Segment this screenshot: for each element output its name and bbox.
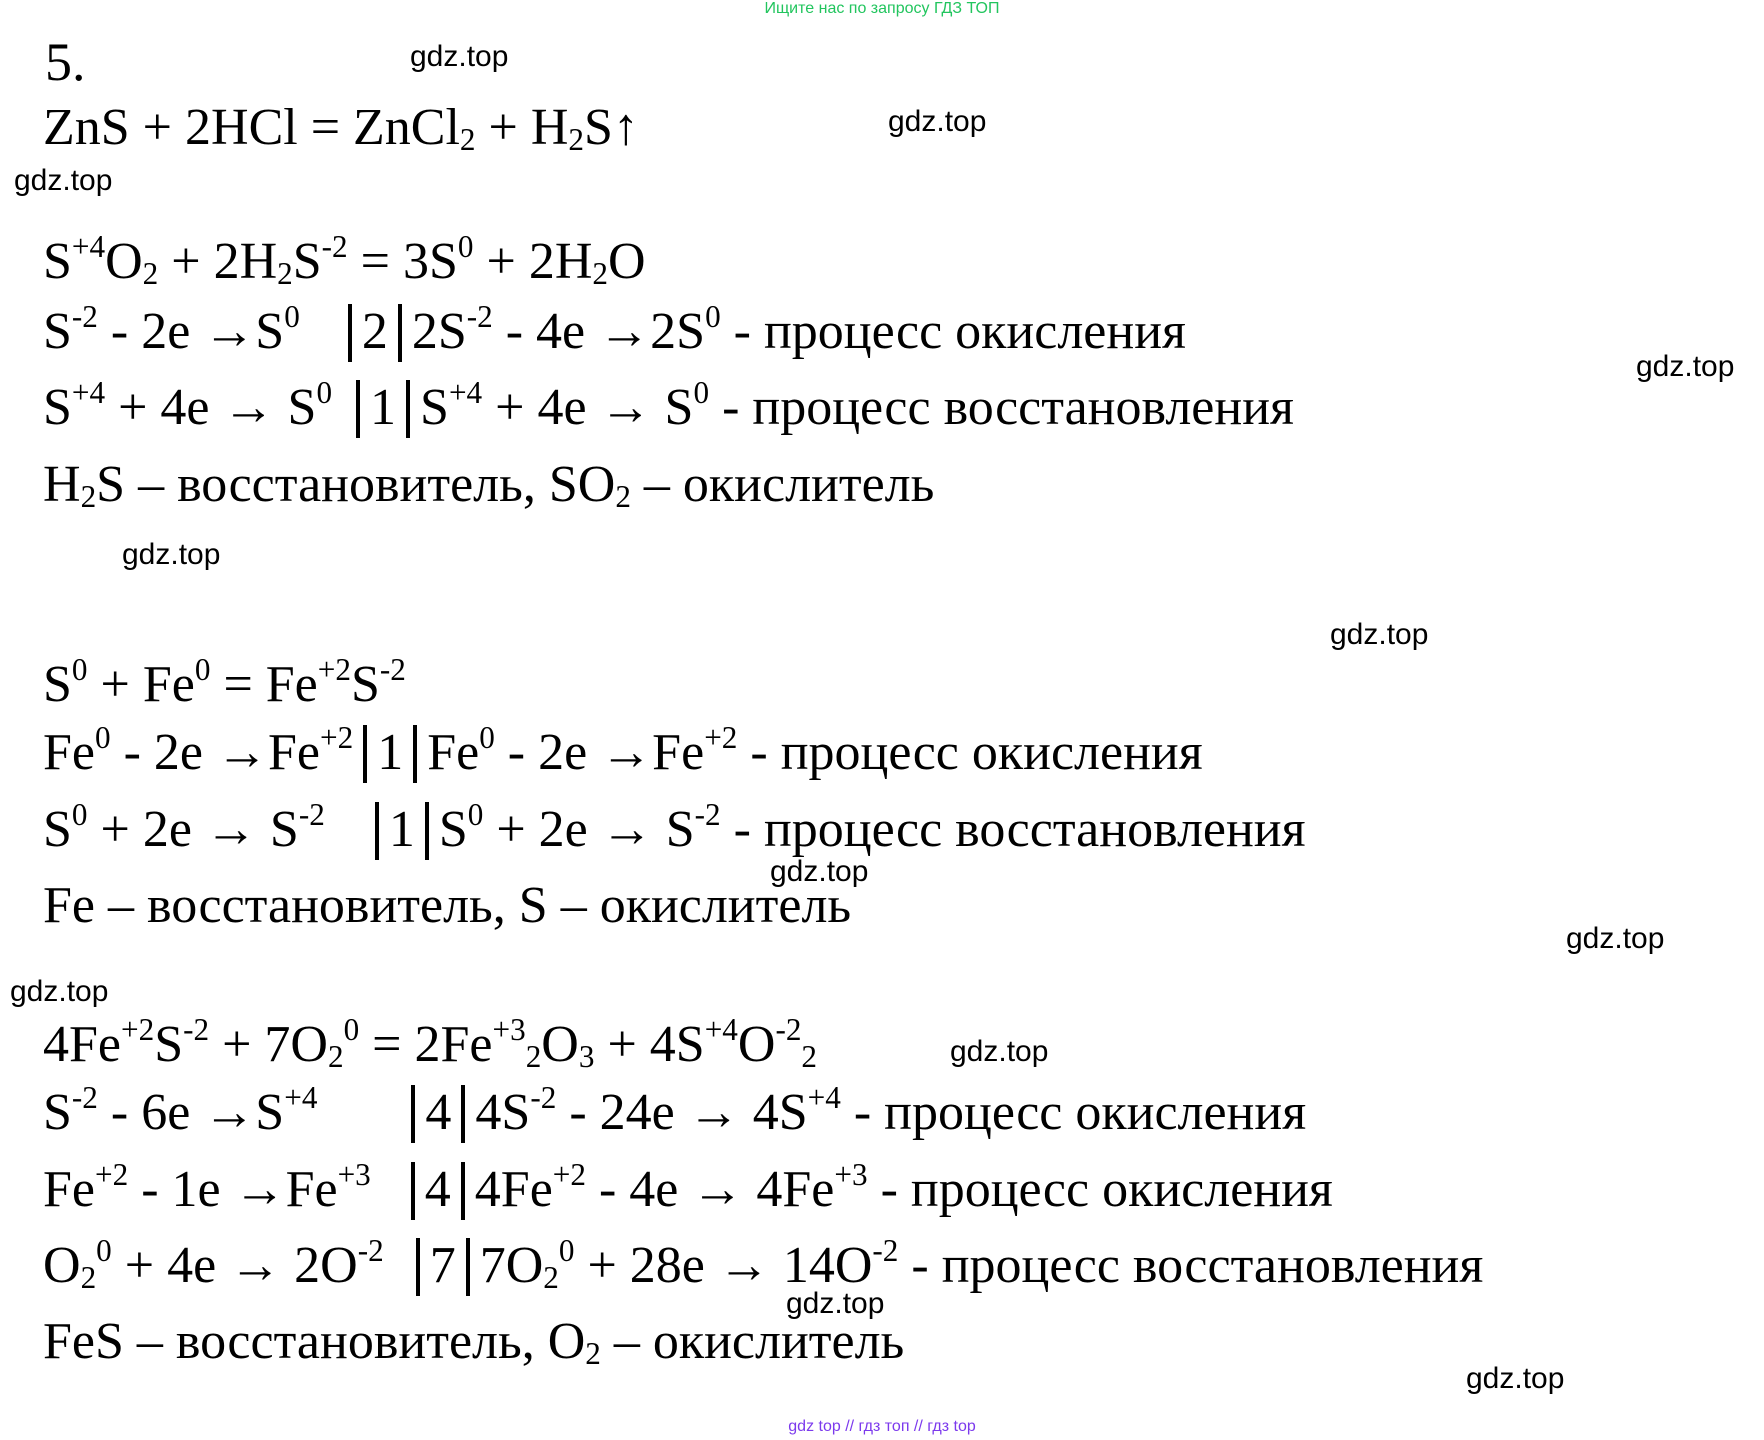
bracket-bar [348, 304, 352, 362]
coefficient: 4 [424, 1161, 451, 1218]
watermark: gdz.top [122, 538, 221, 571]
roles-line: $H_2S$ – восстановитель, $SO_2$ – окислитель [43, 456, 935, 515]
half-reaction-oxidation: $S^{-2} - 2e \to S^0$ 2 $2S^{-2} - 4e \to 2S^0$ - процесс окисления [43, 298, 1186, 360]
half-reaction-oxidation: $Fe^{+2} - 1e \to Fe^{+3}$ 4 $4Fe^{+2} - 4e \to 4Fe^{+3}$ - процесс окисления [43, 1156, 1333, 1218]
watermark: gdz.top [1466, 1362, 1565, 1395]
watermark: gdz.top [10, 975, 109, 1008]
bracket-bar [375, 802, 379, 860]
coefficient: 1 [388, 801, 415, 858]
bracket-bar [398, 304, 402, 362]
watermark: gdz.top [786, 1287, 885, 1320]
half-reaction-oxidation: $Fe^0 - 2e \to Fe^{+2}$ 1 $Fe^0 - 2e \to Fe^{+2}$ - процесс окисления [43, 719, 1203, 781]
coefficient: 4 [425, 1084, 452, 1141]
task-number: 5. [45, 32, 86, 92]
watermark: gdz.top [1566, 922, 1665, 955]
watermark: gdz.top [770, 855, 869, 888]
half-reaction-reduction: $S^0 + 2e \to S^{-2}$ 1 $S^0 + 2e \to S^{-2}$ - процесс восстановления [43, 796, 1306, 858]
equation-fes-o2: $4Fe^{+2}S^{-2} + 7O_2^0 = 2Fe^{+3}_2O_3 + 4S^{+4}O^{-2}_2$ [43, 1011, 818, 1075]
watermark: gdz.top [888, 105, 987, 138]
half-reaction-reduction: $O_2^0 + 4e \to 2O^{-2}$ 7 $7O_2^0 + 28e \to 14O^{-2}$ - процесс восстановления [43, 1232, 1484, 1296]
watermark: gdz.top [1636, 350, 1735, 383]
coefficient: 7 [429, 1237, 456, 1294]
bracket-bar [411, 1162, 415, 1220]
bracket-bar [461, 1085, 465, 1143]
roles-line: Fe – восстановитель, S – окислитель [43, 877, 852, 934]
bracket-bar [411, 1085, 415, 1143]
watermark: gdz.top [410, 40, 509, 73]
half-reaction-oxidation: $S^{-2} - 6e \to S^{+4}$ 4 $4S^{-2} - 24e \to 4S^{+4}$ - процесс окисления [43, 1079, 1307, 1141]
top-banner: Ищите нас по запросу ГДЗ ТОП [764, 0, 1000, 17]
bracket-bar [406, 380, 410, 438]
roles-line: FeS – восстановитель, $O_2$ – окислитель [43, 1313, 905, 1372]
bracket-bar [466, 1238, 470, 1296]
bracket-bar [363, 725, 367, 783]
half-reaction-reduction: $S^{+4} + 4e \to S^0$ 1 $S^{+4} + 4e \to S^0$ - процесс восстановления [43, 374, 1294, 436]
bracket-bar [416, 1238, 420, 1296]
watermark: gdz.top [1330, 618, 1429, 651]
watermark: gdz.top [950, 1035, 1049, 1068]
bracket-bar [425, 802, 429, 860]
bracket-bar [413, 725, 417, 783]
equation-zns-hcl: ZnS + 2HCl = ZnCl$_2$ + $H_2S↑$ [43, 99, 639, 158]
bracket-bar [461, 1162, 465, 1220]
bottom-banner: gdz top // гдз топ // гдз top [788, 1418, 976, 1435]
equation-s-fe: $S^0 + Fe^0 = Fe^{+2}S^{-2}$ [43, 651, 406, 713]
bracket-bar [356, 380, 360, 438]
watermark: gdz.top [14, 164, 113, 197]
equation-so2-h2s: $S^{+4}O_2 + 2H_2S^{-2} = 3S^0 + 2H_2O$ [43, 228, 646, 292]
coefficient: 1 [377, 724, 404, 781]
coefficient: 1 [370, 379, 397, 436]
coefficient: 2 [361, 303, 388, 360]
